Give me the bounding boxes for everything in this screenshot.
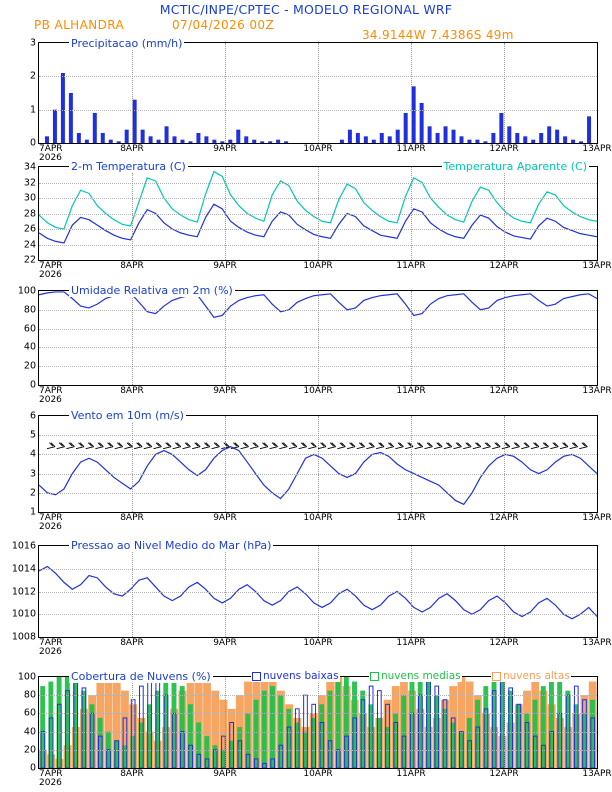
page-title: MCTIC/INPE/CPTEC - MODELO REGIONAL WRF — [159, 2, 453, 17]
x-tick-label: 8APR — [120, 144, 144, 154]
grid-line — [225, 546, 226, 637]
grid-line — [132, 546, 133, 637]
grid-line — [132, 167, 133, 260]
x-tick-label: 7APR — [39, 769, 63, 779]
y-tick-label: 1 — [29, 104, 36, 116]
grid-line — [411, 416, 412, 512]
x-tick-label: 10APR — [303, 638, 333, 648]
y-tick-label: 34 — [23, 161, 36, 173]
x-tick-label: 7APR — [39, 386, 63, 396]
x-tick-label: 7APR — [39, 638, 63, 648]
run-date: 07/04/2026 00Z — [172, 18, 275, 32]
pressure-title: Pressao ao Nivel Medio do Mar (hPa) — [71, 539, 272, 552]
y-tick-label: 80 — [23, 304, 36, 316]
y-tick-label: 60 — [23, 707, 36, 719]
x-tick-label: 9APR — [213, 386, 237, 396]
y-tick-label: 60 — [23, 323, 36, 335]
grid-line — [504, 167, 505, 260]
x-tick-label: 12APR — [489, 386, 519, 396]
y-tick-label: 100 — [17, 285, 36, 297]
grid-line — [225, 677, 226, 768]
x-axis-year: 2026 — [39, 647, 62, 657]
cloud-legend-mid — [369, 670, 462, 682]
grid-line — [132, 416, 133, 512]
grid-line — [411, 167, 412, 260]
y-tick-label: 20 — [23, 360, 36, 372]
y-tick-label: 80 — [23, 689, 36, 701]
precipitation-title: Precipitacao (mm/h) — [71, 37, 183, 50]
y-tick-label: 0 — [29, 379, 36, 391]
grid-line — [504, 291, 505, 385]
humidity-plot — [39, 291, 597, 385]
y-tick-label: 6 — [29, 410, 36, 422]
grid-line — [504, 677, 505, 768]
panel-pressure — [11, 539, 612, 657]
x-tick-label: 11APR — [396, 144, 426, 154]
x-axis-year: 2026 — [39, 270, 62, 280]
grid-line — [318, 416, 319, 512]
y-tick-label: 4 — [29, 448, 36, 460]
y-tick-label: 5 — [29, 429, 36, 441]
x-axis-year: 2026 — [39, 522, 62, 532]
apparent-temperature-title: Temperatura Aparente (C) — [443, 160, 587, 173]
y-tick-label: 3 — [29, 37, 36, 49]
x-tick-label: 11APR — [396, 261, 426, 271]
panel-temperature — [23, 160, 612, 280]
x-tick-label: 9APR — [213, 638, 237, 648]
x-tick-label: 12APR — [489, 144, 519, 154]
x-tick-label: 13APR — [582, 638, 612, 648]
grid-line — [318, 546, 319, 637]
x-tick-label: 11APR — [396, 513, 426, 523]
x-tick-label: 11APR — [396, 386, 426, 396]
low-clouds-swatch — [252, 672, 261, 681]
low-clouds-label: nuvens baixas — [263, 670, 339, 682]
x-tick-label: 8APR — [120, 513, 144, 523]
x-axis-year: 2026 — [39, 778, 62, 788]
pressure-plot — [39, 546, 597, 637]
x-tick-label: 10APR — [303, 769, 333, 779]
x-tick-label: 9APR — [213, 769, 237, 779]
y-tick-label: 1014 — [11, 563, 36, 575]
panel-wind — [29, 409, 612, 532]
x-tick-label: 8APR — [120, 386, 144, 396]
x-tick-label: 9APR — [213, 513, 237, 523]
x-tick-label: 8APR — [120, 261, 144, 271]
grid-line — [225, 291, 226, 385]
x-tick-label: 12APR — [489, 638, 519, 648]
y-tick-label: 40 — [23, 726, 36, 738]
x-axis-year: 2026 — [39, 395, 62, 405]
x-tick-label: 13APR — [582, 261, 612, 271]
x-tick-label: 12APR — [489, 513, 519, 523]
y-tick-label: 1016 — [11, 540, 36, 552]
x-tick-label: 10APR — [303, 144, 333, 154]
y-tick-label: 26 — [23, 223, 36, 235]
cloud-legend-low — [251, 670, 340, 682]
grid-line — [318, 291, 319, 385]
y-tick-label: 30 — [23, 192, 36, 204]
high-clouds-swatch — [492, 672, 501, 681]
x-tick-label: 7APR — [39, 261, 63, 271]
grid-line — [504, 43, 505, 143]
cloud-cover-title: Cobertura de Nuvens (%) — [71, 670, 211, 683]
grid-line — [411, 677, 412, 768]
panel-humidity — [17, 284, 612, 405]
x-tick-label: 11APR — [396, 638, 426, 648]
y-tick-label: 40 — [23, 341, 36, 353]
wind-title: Vento em 10m (m/s) — [71, 409, 184, 422]
grid-line — [504, 546, 505, 637]
grid-line — [132, 677, 133, 768]
grid-line — [504, 416, 505, 512]
station-name: PB ALHANDRA — [34, 18, 125, 32]
coordinates: 34.9144W 7.4386S 49m — [362, 28, 514, 42]
x-tick-label: 8APR — [120, 769, 144, 779]
y-tick-label: 20 — [23, 744, 36, 756]
x-tick-label: 13APR — [582, 144, 612, 154]
x-tick-label: 12APR — [489, 769, 519, 779]
y-tick-label: 1 — [29, 506, 36, 518]
grid-line — [411, 43, 412, 143]
x-tick-label: 10APR — [303, 386, 333, 396]
mid-clouds-swatch — [370, 672, 379, 681]
y-tick-label: 0 — [29, 762, 36, 774]
grid-line — [411, 546, 412, 637]
y-tick-label: 22 — [23, 254, 36, 266]
x-tick-label: 9APR — [213, 144, 237, 154]
y-tick-label: 1012 — [11, 586, 36, 597]
x-tick-label: 13APR — [582, 386, 612, 396]
x-tick-label: 11APR — [396, 769, 426, 779]
cloud-legend-high — [491, 670, 571, 682]
temperature-plot — [39, 167, 597, 260]
x-tick-label: 10APR — [303, 261, 333, 271]
humidity-title: Umidade Relativa em 2m (%) — [71, 284, 233, 297]
x-tick-label: 8APR — [120, 638, 144, 648]
x-tick-label: 13APR — [582, 769, 612, 779]
x-tick-label: 9APR — [213, 261, 237, 271]
grid-line — [132, 43, 133, 143]
x-tick-label: 10APR — [303, 513, 333, 523]
grid-line — [318, 167, 319, 260]
x-tick-label: 7APR — [39, 513, 63, 523]
y-tick-label: 2 — [29, 487, 36, 499]
grid-line — [225, 43, 226, 143]
y-tick-label: 3 — [29, 468, 36, 480]
y-tick-label: 32 — [23, 177, 36, 188]
temperature-title: 2-m Temperatura (C) — [71, 160, 186, 173]
grid-line — [318, 677, 319, 768]
y-tick-label: 1008 — [11, 631, 36, 643]
grid-line — [318, 43, 319, 143]
grid-line — [225, 416, 226, 512]
grid-line — [411, 291, 412, 385]
y-tick-label: 2 — [29, 70, 36, 82]
high-clouds-label: nuvens altas — [503, 670, 570, 682]
grid-line — [132, 291, 133, 385]
panel-precipitation — [29, 37, 612, 163]
wind-plot — [39, 416, 597, 512]
x-axis-year: 2026 — [39, 153, 62, 163]
y-tick-label: 100 — [17, 671, 36, 683]
x-tick-label: 12APR — [489, 261, 519, 271]
grid-line — [225, 167, 226, 260]
x-tick-label: 7APR — [39, 144, 63, 154]
cloud-cover-plot — [39, 677, 597, 768]
precipitation-plot — [39, 43, 597, 143]
y-tick-label: 24 — [23, 239, 36, 250]
panel-cloud-cover — [17, 670, 612, 788]
y-tick-label: 1010 — [11, 608, 36, 620]
x-tick-label: 13APR — [582, 513, 612, 523]
mid-clouds-label: nuvens medias — [381, 670, 461, 682]
y-tick-label: 0 — [29, 137, 36, 149]
y-tick-label: 28 — [23, 208, 36, 219]
